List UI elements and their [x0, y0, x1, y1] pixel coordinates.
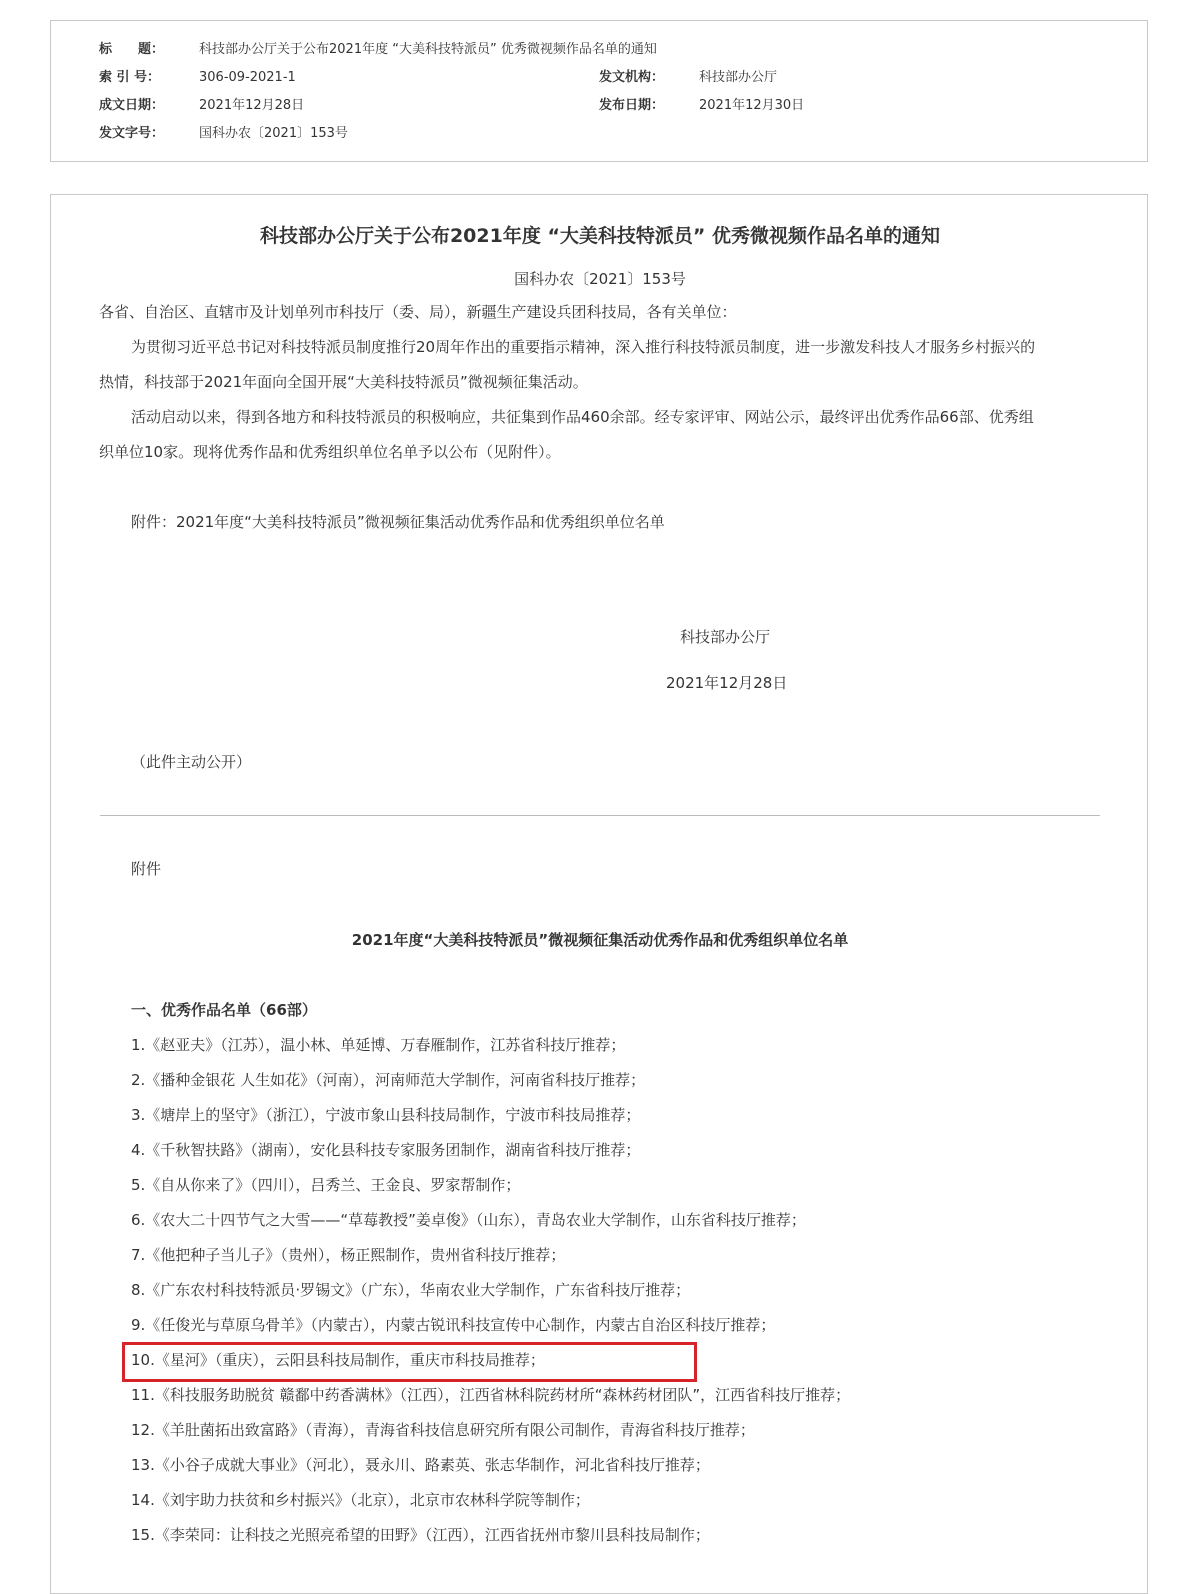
meta-title-label: 标 题：	[99, 42, 165, 57]
section-divider	[100, 815, 1100, 816]
list-item-highlighted: 10.《星河》（重庆），云阳县科技局制作，重庆市科技局推荐；	[131, 1351, 545, 1369]
list-item: 13.《小谷子成就大事业》（河北），聂永川、路素英、张志华制作，河北省科技厅推荐；	[131, 1456, 710, 1474]
meta-title-value: 科技部办公厅关于公布2021年度 “大美科技特派员” 优秀微视频作品名单的通知	[199, 42, 657, 57]
list-item: 4.《千秋智扶路》（湖南），安化县科技专家服务团制作，湖南省科技厅推荐；	[131, 1141, 641, 1159]
list-item: 7.《他把种子当儿子》（贵州），杨正熙制作，贵州省科技厅推荐；	[131, 1246, 566, 1264]
list-item: 15.《李荣同：让科技之光照亮希望的田野》（江西），江西省抚州市黎川县科技局制作；	[131, 1526, 710, 1544]
meta-docno-value: 国科办农〔2021〕153号	[199, 126, 348, 141]
list-item: 11.《科技服务助脱贫 赣鄱中药香满林》（江西），江西省林科院药材所“森林药材团队”，江西省科技厅推荐；	[131, 1386, 851, 1404]
signature: 科技部办公厅	[680, 628, 771, 646]
list-item: 1.《赵亚夫》（江苏），温小林、单延博、万春雁制作，江苏省科技厅推荐；	[131, 1036, 626, 1054]
meta-docno-row	[99, 125, 348, 143]
list-item: 3.《塘岸上的坚守》（浙江），宁波市象山县科技局制作，宁波市科技局推荐；	[131, 1106, 641, 1124]
meta-issuer-value: 科技部办公厅	[699, 70, 778, 85]
meta-issuer-label: 发文机构：	[599, 70, 665, 85]
document-number: 国科办农〔2021〕153号	[514, 270, 686, 288]
attachment-note: 附件：2021年度“大美科技特派员”微视频征集活动优秀作品和优秀组织单位名单	[131, 513, 665, 531]
attachment-title: 2021年度“大美科技特派员”微视频征集活动优秀作品和优秀组织单位名单	[351, 931, 849, 949]
meta-published-row	[599, 97, 804, 115]
meta-written-label: 成文日期：	[99, 98, 165, 113]
list-item: 14.《刘宇助力扶贫和乡村振兴》（北京），北京市农林科学院等制作；	[131, 1491, 590, 1509]
meta-published-label: 发布日期：	[599, 98, 665, 113]
list-item: 6.《农大二十四节气之大雪——“草莓教授”姜卓俊》（山东），青岛农业大学制作，山东省科技厅推荐；	[131, 1211, 806, 1229]
section-1-title: 一、优秀作品名单（66部）	[131, 1001, 317, 1019]
list-item: 8.《广东农村科技特派员·罗锡文》（广东），华南农业大学制作，广东省科技厅推荐；	[131, 1281, 691, 1299]
meta-written-row	[99, 97, 304, 115]
list-item: 9.《任俊光与草原乌骨羊》（内蒙古），内蒙古锐讯科技宣传中心制作，内蒙古自治区科技厅推荐；	[131, 1316, 776, 1334]
public-note: （此件主动公开）	[131, 753, 252, 771]
paragraph-1-line-1: 为贯彻习近平总书记对科技特派员制度推行20周年作出的重要指示精神，深入推行科技特派员制度，进一步激发科技人才服务乡村振兴的	[131, 338, 1036, 356]
document-title: 科技部办公厅关于公布2021年度 “大美科技特派员” 优秀微视频作品名单的通知	[259, 225, 941, 247]
attachment-label: 附件	[131, 860, 162, 878]
paragraph-1-line-2: 热情，科技部于2021年面向全国开展“大美科技特派员”微视频征集活动。	[99, 373, 588, 391]
meta-published-value: 2021年12月30日	[699, 98, 805, 113]
meta-index-label: 索 引 号：	[99, 70, 161, 85]
meta-docno-label: 发文字号：	[99, 126, 165, 141]
red-highlight-box	[122, 1342, 697, 1382]
signature-date: 2021年12月28日	[666, 674, 788, 692]
list-item: 2.《播种金银花 人生如花》（河南），河南师范大学制作，河南省科技厅推荐；	[131, 1071, 646, 1089]
meta-title-row	[99, 41, 657, 59]
meta-written-value: 2021年12月28日	[199, 98, 305, 113]
meta-index-row	[99, 69, 296, 87]
addressee: 各省、自治区、直辖市及计划单列市科技厅（委、局），新疆生产建设兵团科技局，各有关单位：	[99, 303, 737, 321]
paragraph-2-line-1: 活动启动以来，得到各地方和科技特派员的积极响应，共征集到作品460余部。经专家评审、网站公示，最终评出优秀作品66部、优秀组	[131, 408, 1034, 426]
meta-index-value: 306-09-2021-1	[199, 70, 296, 85]
meta-issuer-row	[599, 69, 777, 87]
list-item: 12.《羊肚菌拓出致富路》（青海），青海省科技信息研究所有限公司制作，青海省科技厅推荐；	[131, 1421, 755, 1439]
list-item: 5.《自从你来了》（四川），吕秀兰、王金良、罗家帮制作；	[131, 1176, 521, 1194]
paragraph-2-line-2: 织单位10家。现将优秀作品和优秀组织单位名单予以公布（见附件）。	[99, 443, 561, 461]
